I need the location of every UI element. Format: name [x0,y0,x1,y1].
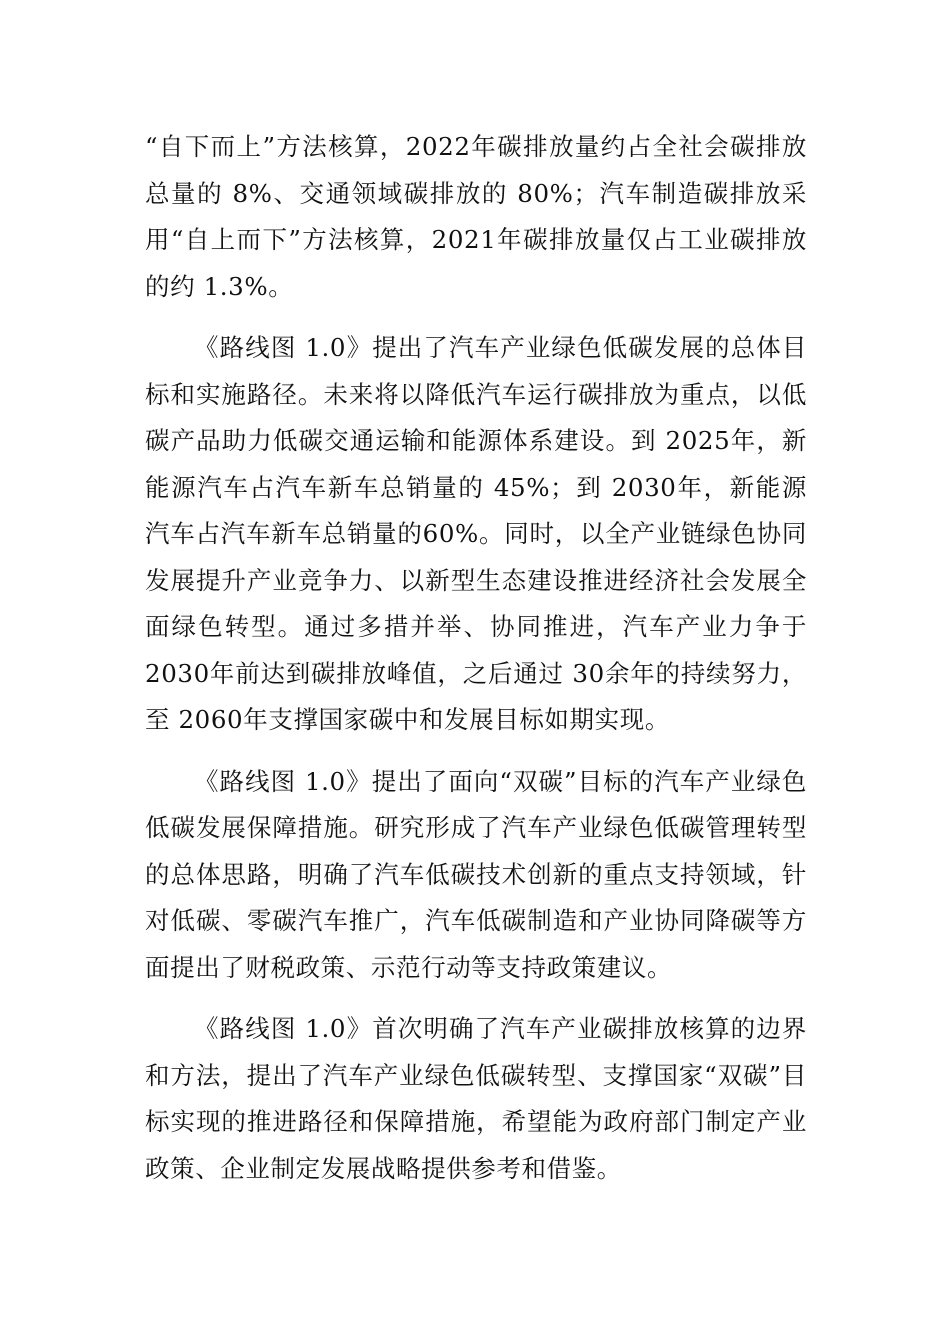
paragraph-goals-and-path: 《路线图 1.0》提出了汽车产业绿色低碳发展的总体目标和实施路径。未来将以降低汽车运行碳排放为重点，以低碳产品助力低碳交通运输和能源体系建设。到 2025年，新能源汽车占汽车新车总销量的 45%；到 2030年，新能源汽车占汽车新车总销量的60%。同时，以全产业链绿色协同发展提升产业竞争力、以新型生态建设推进经济社会发展全面绿色转型。通过多措并举、协同推进，汽车产业力争于2030年前达到碳排放峰值，之后通过 30余年的持续努力，至 2060年支撑国家碳中和发展目标如期实现。 [145,333,807,734]
paragraph-accounting-boundary: 《路线图 1.0》首次明确了汽车产业碳排放核算的边界和方法，提出了汽车产业绿色低碳转型、支撑国家“双碳”目标实现的推进路径和保障措施，希望能为政府部门制定产业政策、企业制定发展战略提供参考和借鉴。 [145,1014,807,1183]
paragraph-safeguard-measures: 《路线图 1.0》提出了面向“双碳”目标的汽车产业绿色低碳发展保障措施。研究形成了汽车产业绿色低碳管理转型的总体思路，明确了汽车低碳技术创新的重点支持领域，针对低碳、零碳汽车推广，汽车低碳制造和产业协同降碳等方面提出了财税政策、示范行动等支持政策建议。 [145,766,807,982]
paragraph-continuation: “自下而上”方法核算，2022年碳排放量约占全社会碳排放总量的 8%、交通领域碳排放的 80%；汽车制造碳排放采用“自上而下”方法核算，2021年碳排放量仅占工业碳排放的约 1.3%。 [145,132,807,301]
document-body [145,124,807,1207]
